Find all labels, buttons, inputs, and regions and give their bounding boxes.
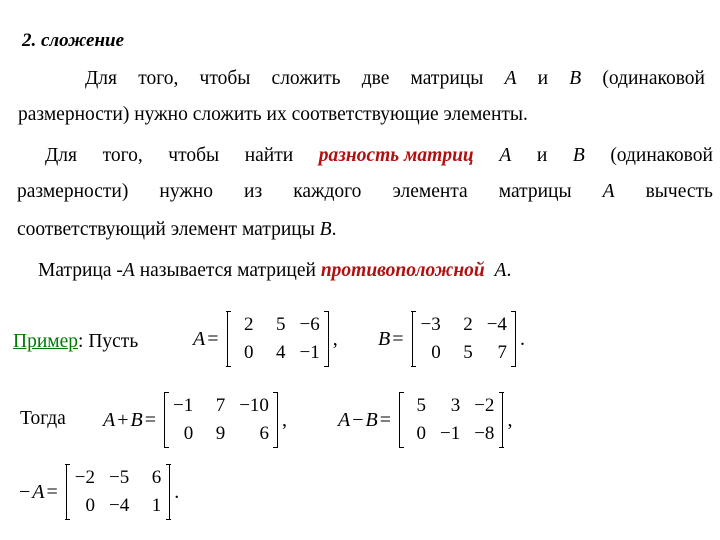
sum-matrix: −1 7 −10 0 9 6: [164, 393, 278, 447]
difference-term: разность матриц: [318, 145, 474, 166]
then-label: Тогда: [20, 408, 66, 429]
matrix-a: 2 5 −6 0 4 −1: [227, 312, 329, 366]
difference-equation: A − B = 5 3 −2 0 −1 −8 ,: [338, 393, 512, 447]
sum-equation: A + B = −1 7 −10 0 9 6 ,: [103, 393, 287, 447]
example-line: Пример: Пусть: [13, 331, 139, 352]
matrix-b-definition: B = −3 2 −4 0 5 7 .: [378, 312, 525, 366]
section-heading: 2. сложение: [22, 30, 125, 51]
para2-line2: размерности) нужно из каждого элемента матрицы A вычесть: [17, 181, 713, 202]
para2-line3: соответствующий элемент матрицы B.: [17, 219, 337, 240]
matrix-b: −3 2 −4 0 5 7: [412, 312, 516, 366]
matrix-a-definition: A = 2 5 −6 0 4 −1 ,: [193, 312, 338, 366]
example-label: Пример: [13, 331, 79, 352]
negation-equation: − A = −2 −5 6 0 −4 1 .: [17, 465, 179, 519]
negation-matrix: −2 −5 6 0 −4 1: [66, 465, 170, 519]
para1-line1: Для того, чтобы сложить две матрицы A и B (одинаковой: [85, 68, 705, 89]
para1-line2: размерности) нужно сложить их соответствующие элементы.: [18, 104, 528, 125]
para2-line1: Для того, чтобы найти разность матриц A и B (одинаковой: [45, 145, 713, 166]
para3-line: Матрица -A называется матрицей противоположной A.: [38, 260, 512, 281]
difference-matrix: 5 3 −2 0 −1 −8: [399, 393, 503, 447]
opposite-term: противоположной: [320, 260, 485, 281]
